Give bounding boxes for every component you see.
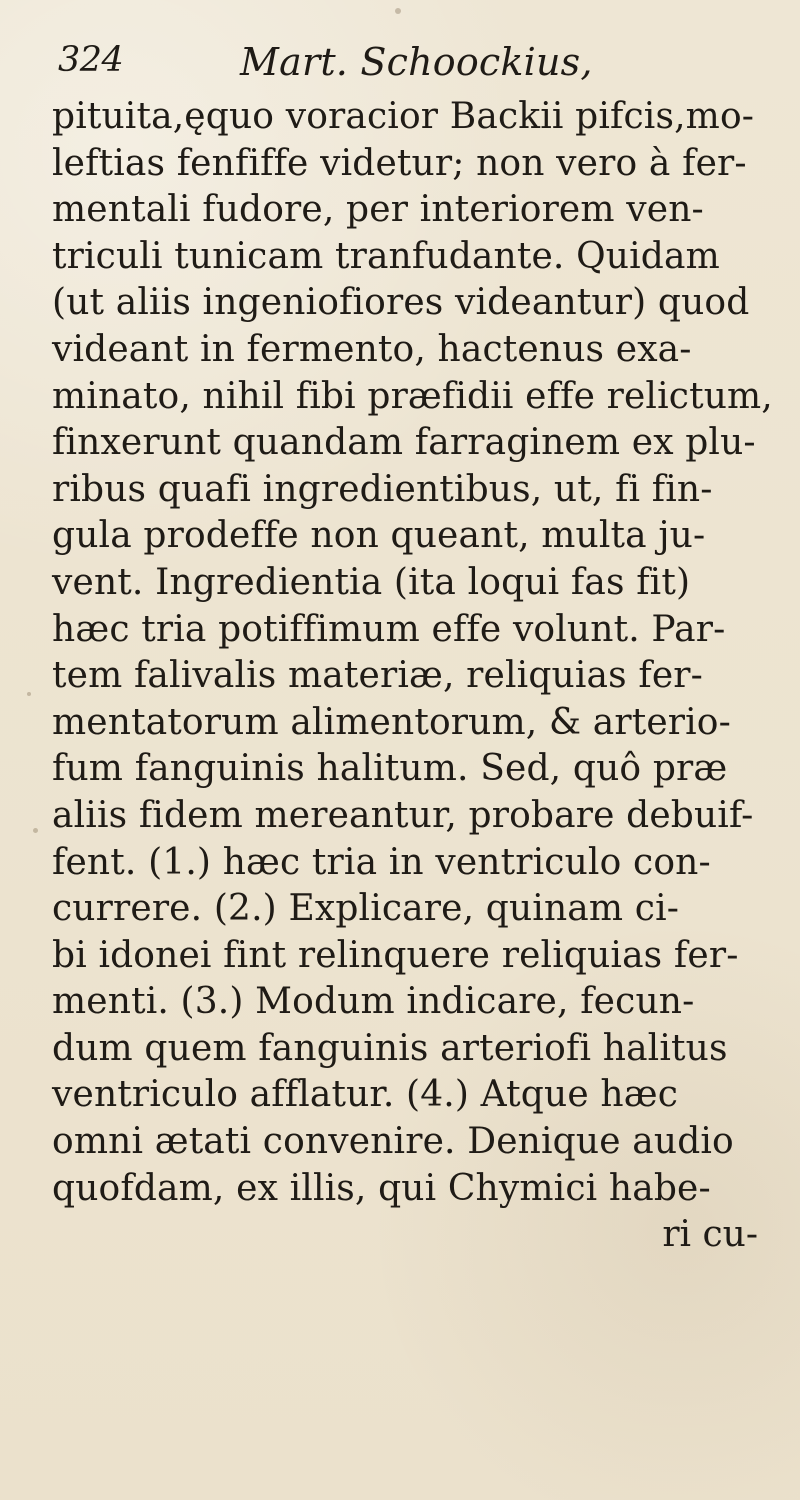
text-line: fent. (1.) hæc tria in ventriculo con-: [52, 841, 711, 883]
text-line: leftias fenfiffe videtur; non vero à fer-: [52, 142, 747, 184]
running-head: Mart. Schoockius,: [240, 40, 593, 84]
page-body: [52, 94, 773, 1259]
text-line: vent. Ingredientia (ita loqui fas fit): [52, 561, 691, 603]
text-line: quofdam, ex illis, qui Chymici habe-: [52, 1167, 711, 1209]
text-line: tem falivalis materiæ, reliquias fer-: [52, 655, 703, 697]
text-line: (ut aliis ingeniofiores videantur) quod: [52, 282, 750, 324]
text-line: mentali fudore, per interiorem ven-: [52, 189, 704, 231]
paper-speck: [395, 8, 401, 14]
text-line: fum fanguinis halitum. Sed, quô præ: [52, 748, 728, 790]
text-line: gula prodeffe non queant, multa ju-: [52, 515, 706, 557]
paper-speck: [33, 828, 38, 833]
page-header: [58, 40, 748, 89]
text-line: dum quem fanguinis arteriofi halitus: [52, 1027, 728, 1069]
text-line: triculi tunicam tranfudante. Quidam: [52, 235, 720, 277]
text-line: menti. (3.) Modum indicare, fecun-: [52, 981, 695, 1023]
text-line: mentatorum alimentorum, & arterio-: [52, 701, 731, 743]
page-number: 324: [58, 40, 124, 80]
text-line: bi idonei fint relinquere reliquias fer-: [52, 934, 739, 976]
text-line: ribus quafi ingredientibus, ut, fi fin-: [52, 468, 713, 510]
text-line: videant in fermento, hactenus exa-: [52, 328, 692, 370]
text-line: currere. (2.) Explicare, quinam ci-: [52, 888, 680, 930]
text-line: hæc tria potiffimum effe volunt. Par-: [52, 608, 726, 650]
text-line: ventriculo afflatur. (4.) Atque hæc: [52, 1074, 679, 1116]
text-line: aliis fidem mereantur, probare debuif-: [52, 794, 754, 836]
text-line: finxerunt quandam farraginem ex plu-: [52, 422, 756, 464]
text-line: omni ætati convenire. Denique audio: [52, 1121, 734, 1163]
text-line: minato, nihil fibi præfidii effe relictum,: [52, 375, 773, 417]
paper-speck: [27, 692, 31, 696]
text-line: pituita,ęquo voracior Backii pifcis,mo-: [52, 96, 755, 137]
catchword-line: ri cu-: [662, 1214, 758, 1256]
